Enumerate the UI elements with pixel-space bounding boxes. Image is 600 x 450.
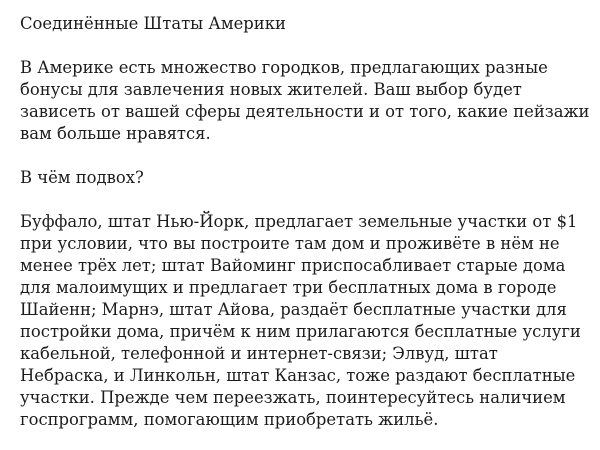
details-paragraph: Буффало, штат Нью-Йорк, предлагает земельные участки от $1 при условии, что вы построите там дом и проживёте в нём не менее трёх лет; штат Вайоминг приспосабливает старые дома для малоимущих и предлагает три бесплатных дома в городе Шайенн; Марнэ, штат Айова, раздаёт бесплатные участки для постройки дома, причём к ним прилагаются бесплатные услуги кабельной, телефонной и интернет-связи; Элвуд, штат Небраска, и Линкольн, штат Канзас, тоже раздают бесплатные участки. Прежде чем переезжать, поинтересуйтесь наличием госпрограмм, помогающим приобретать жильё.: [20, 212, 581, 429]
question-heading: В чём подвох?: [20, 168, 144, 187]
intro-paragraph: В Америке есть множество городков, предлагающих разные бонусы для завлечения новых жителей. Ваш выбор будет зависеть от вашей сферы деятельности и от того, какие пейзажи вам больше нравятся.: [20, 58, 590, 143]
document-title: Соединённые Штаты Америки: [20, 14, 286, 33]
document-body: [20, 13, 590, 431]
